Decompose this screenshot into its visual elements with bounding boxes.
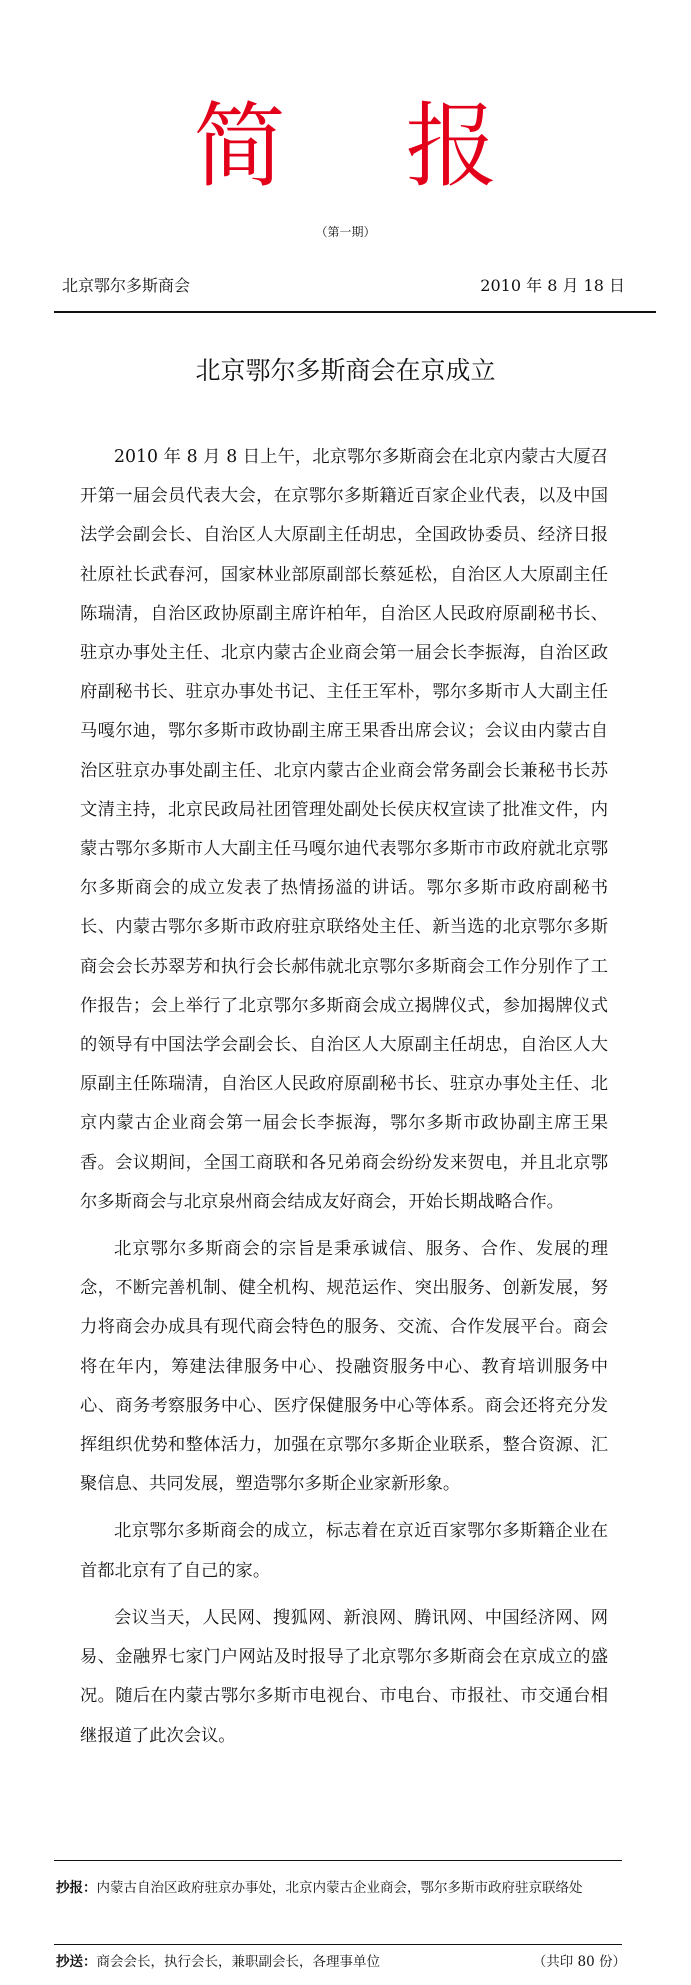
send-line — [56, 1951, 626, 1973]
cc-recipients: 内蒙古自治区政府驻京办事处，北京内蒙古企业商会，鄂尔多斯市政府驻京联络处 — [96, 1880, 583, 1896]
article-paragraph-2: 北京鄂尔多斯商会的宗旨是秉承诚信、服务、合作、发展的理念，不断完善机制、健全机构、规范运作、突出服务、创新发展，努力将商会办成具有现代商会特色的服务、交流、合作发展平台。商会将在年内，筹建法律服务中心、投融资服务中心、教育培训服务中心、商务考察服务中心、医疗保健服务中心等体系。商会还将充分发挥组织优势和整体活力，加强在京鄂尔多斯企业联系，整合资源、汇聚信息、共同发展，塑造鄂尔多斯企业家新形象。 — [80, 1239, 608, 1495]
article-paragraph-1: 2010 年 8 月 8 日上午，北京鄂尔多斯商会在北京内蒙古大厦召开第一届会员代表大会，在京鄂尔多斯籍近百家企业代表，以及中国法学会副会长、自治区人大原副主任胡忠，全国政协委员、经济日报社原社长武春河，国家林业部原副部长蔡延松，自治区人大原副主任陈瑞清，自治区政协原副主席许柏年，自治区人民政府原副秘书长、驻京办事处主任、北京内蒙古企业商会第一届会长李振海，自治区政府副秘书长、驻京办事处书记、主任王军朴，鄂尔多斯市人大副主任马嘎尔迪，鄂尔多斯市政协副主席王果香出席会议；会议由内蒙古自治区驻京办事处副主任、北京内蒙古企业商会常务副会长兼秘书长苏文清主持，北京民政局社团管理处副处长侯庆权宣读了批准文件，内蒙古鄂尔多斯市人大副主任马嘎尔迪代表鄂尔多斯市市政府就北京鄂尔多斯商会的成立发表了热情扬溢的讲话。鄂尔多斯市政府副秘书长、内蒙古鄂尔多斯市政府驻京联络处主任、新当选的北京鄂尔多斯商会会长苏翠芳和执行会长郝伟就北京鄂尔多斯商会工作分别作了工作报告；会上举行了北京鄂尔多斯商会成立揭牌仪式，参加揭牌仪式的领导有中国法学会副会长、自治区人大原副主任胡忠，自治区人大原副主任陈瑞清，自治区人民政府原副秘书长、驻京办事处主任、北京内蒙古企业商会第一届会长李振海，鄂尔多斯市政协副主席王果香。会议期间，全国工商联和各兄弟商会纷纷发来贺电，并且北京鄂尔多斯商会与北京泉州商会结成友好商会，开始长期战略合作。 — [80, 447, 608, 1212]
issue-date: 2010 年 8 月 18 日 — [480, 276, 625, 295]
article-paragraph-3: 北京鄂尔多斯商会的成立，标志着在京近百家鄂尔多斯籍企业在首都北京有了自己的家。 — [80, 1521, 608, 1581]
copies-count: （共印 80 份） — [532, 1954, 626, 1970]
issue-number: （第一期） — [315, 225, 376, 239]
article-title: 北京鄂尔多斯商会在京成立 — [195, 356, 496, 385]
article-body — [80, 438, 608, 1764]
cc-line — [56, 1877, 626, 1899]
organization-name: 北京鄂尔多斯商会 — [62, 276, 191, 295]
article-paragraph-4: 会议当天，人民网、搜狐网、新浪网、腾讯网、中国经济网、网易、金融界七家门户网站及时报导了北京鄂尔多斯商会在京成立的盛况。随后在内蒙古鄂尔多斯市电视台、市电台、市报社、市交通台相继报道了此次会议。 — [80, 1607, 608, 1746]
footer-divider-top — [54, 1860, 622, 1861]
footer-divider-middle — [54, 1944, 622, 1945]
send-label: 抄送： — [56, 1954, 97, 1970]
masthead-title: 简报 — [193, 93, 618, 200]
header-divider — [54, 311, 656, 313]
cc-label: 抄报： — [56, 1880, 97, 1896]
send-recipients: 商会会长，执行会长，兼职副会长，各理事单位 — [96, 1954, 380, 1970]
